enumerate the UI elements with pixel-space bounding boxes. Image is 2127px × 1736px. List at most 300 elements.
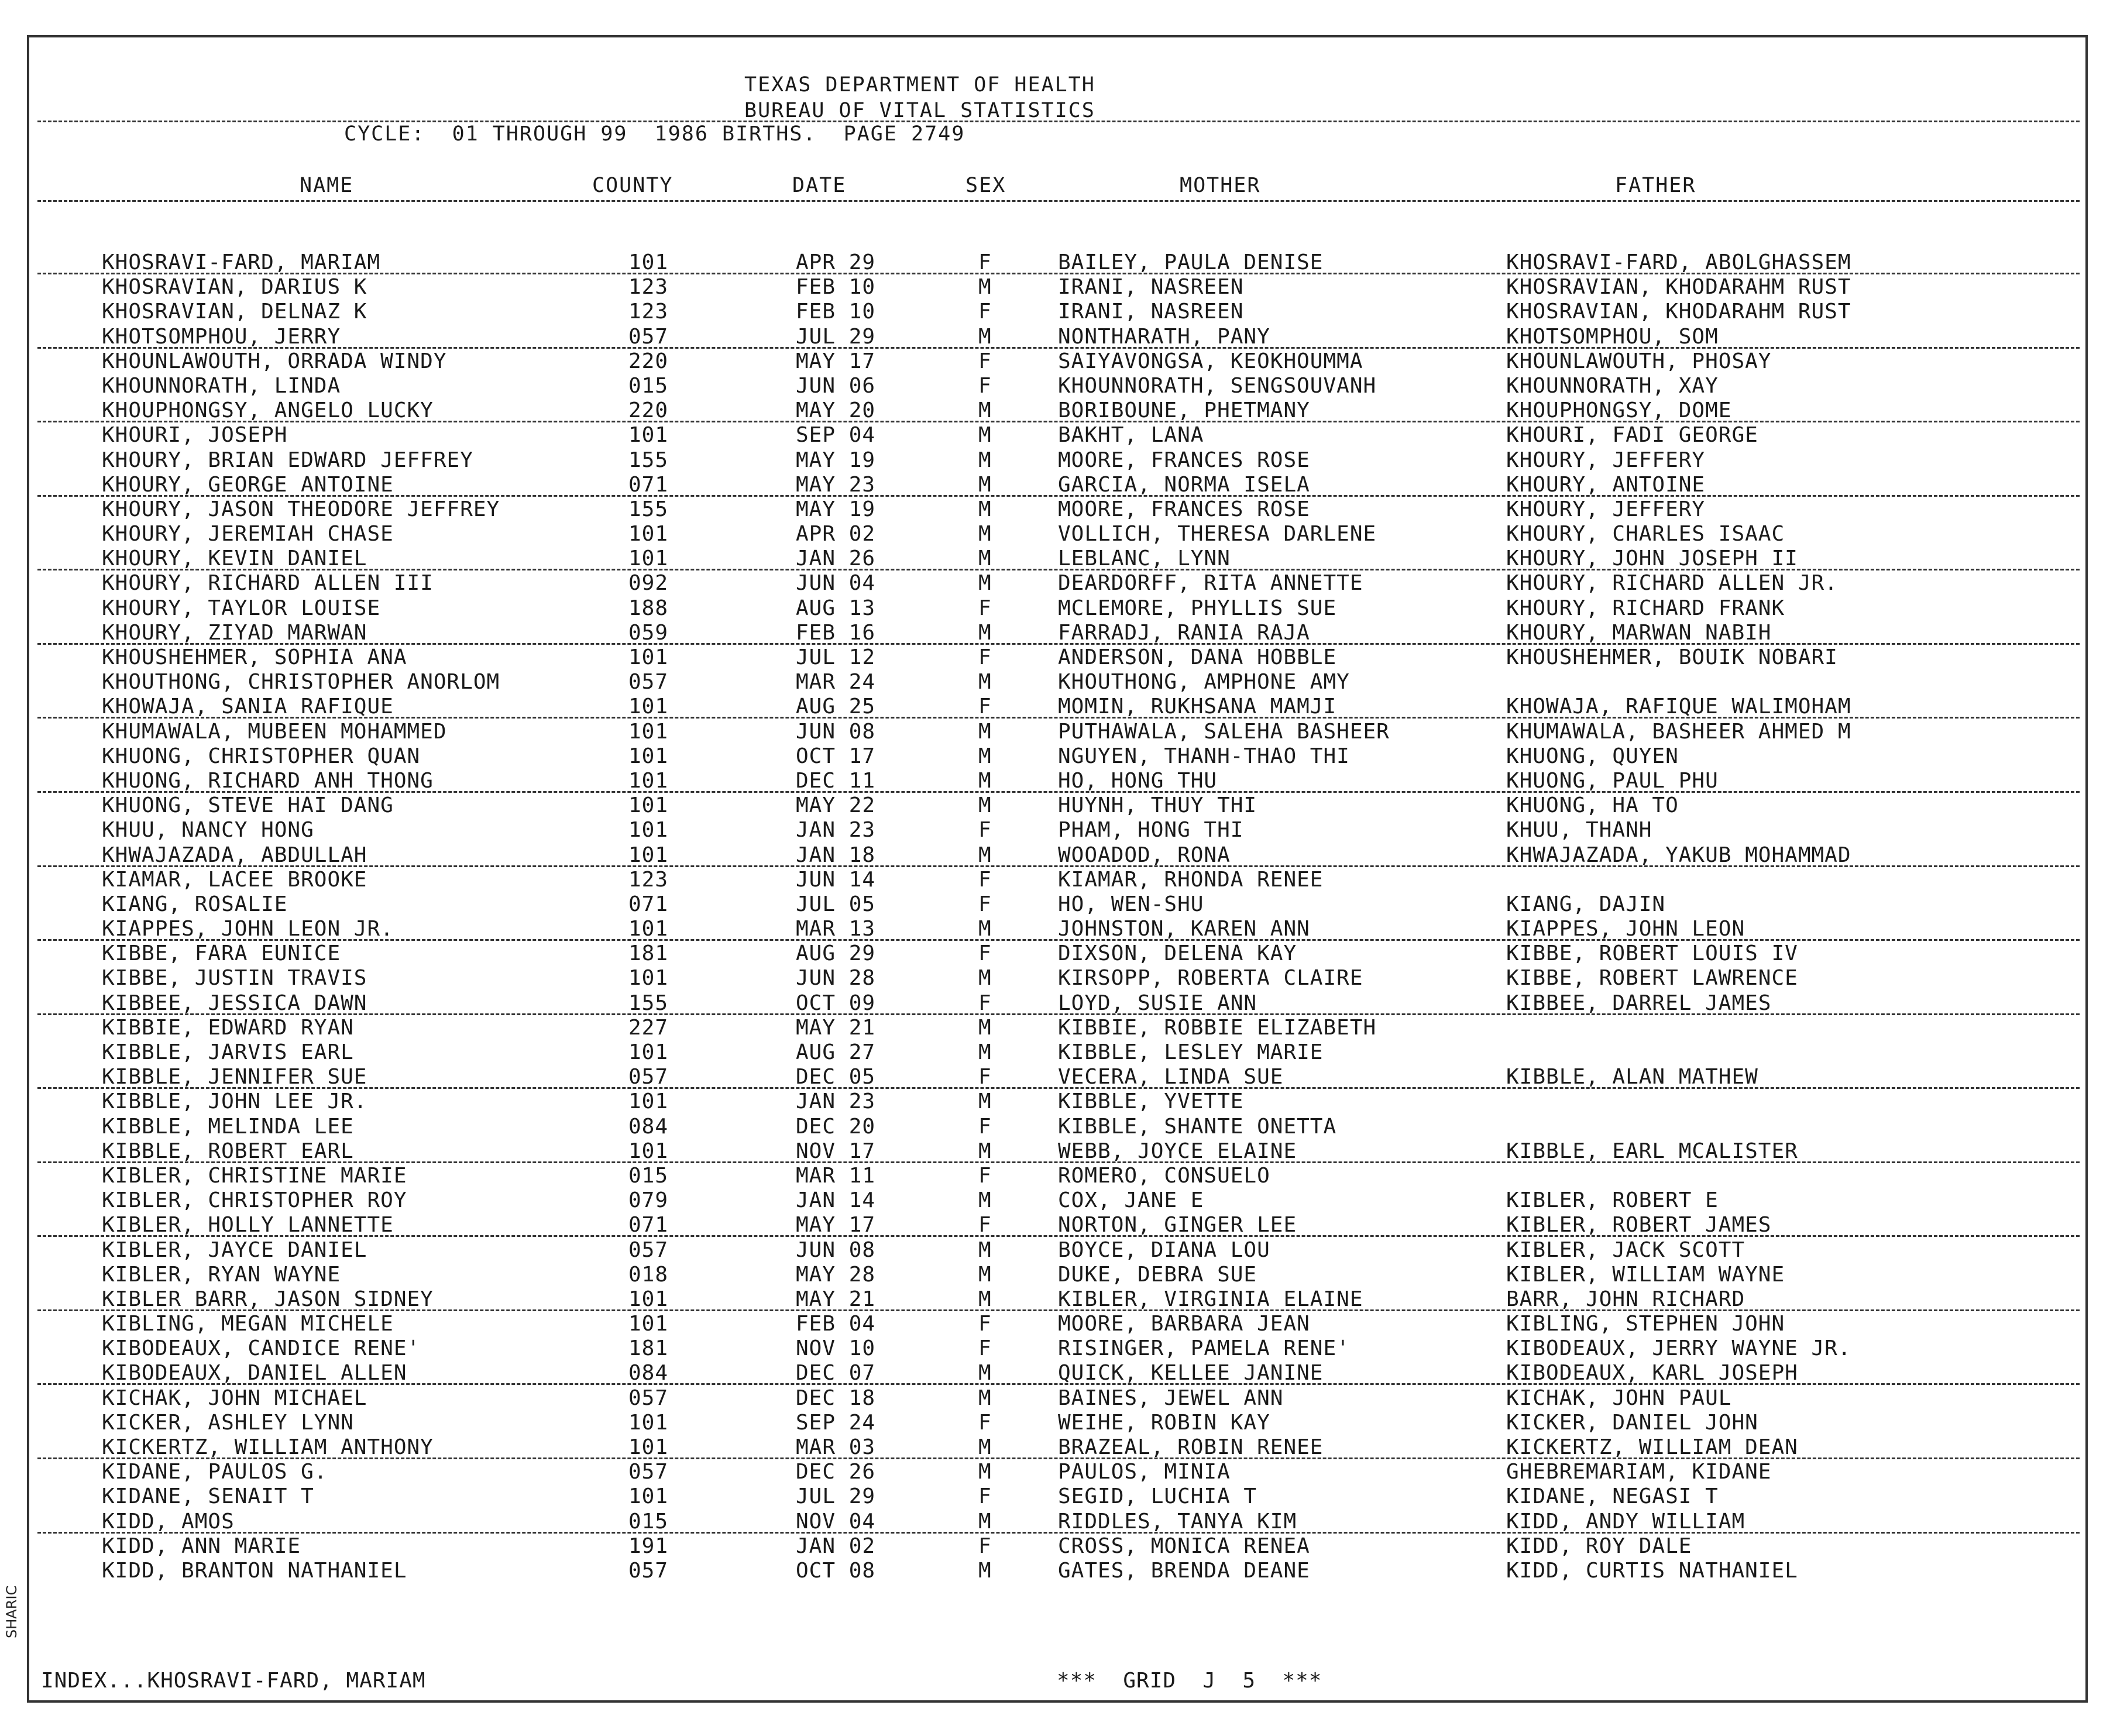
record-name: KIBODEAUX, DANIEL ALLEN bbox=[102, 1361, 407, 1386]
record-row bbox=[0, 917, 2127, 941]
record-date: MAY 23 bbox=[796, 472, 876, 497]
footer-grid: *** GRID J 5 *** bbox=[1057, 1669, 1322, 1693]
record-mother: LOYD, SUSIE ANN bbox=[1058, 991, 1257, 1015]
record-sex: F bbox=[978, 1213, 992, 1237]
record-row bbox=[0, 596, 2127, 621]
column-header-father: FATHER bbox=[1615, 174, 1696, 197]
record-mother: HUYNH, THUY THI bbox=[1058, 793, 1257, 818]
record-sex: M bbox=[978, 1040, 992, 1064]
record-county: 101 bbox=[628, 818, 669, 843]
record-date: JUN 28 bbox=[796, 966, 876, 991]
record-mother: CROSS, MONICA RENEA bbox=[1058, 1534, 1310, 1558]
record-date: MAY 20 bbox=[796, 398, 876, 423]
record-mother: LEBLANC, LYNN bbox=[1058, 546, 1231, 571]
record-mother: BRAZEAL, ROBIN RENEE bbox=[1058, 1435, 1324, 1459]
records-list bbox=[0, 250, 2127, 1583]
record-mother: KIRSOPP, ROBERTA CLAIRE bbox=[1058, 966, 1363, 991]
record-mother: HO, WEN-SHU bbox=[1058, 892, 1204, 916]
record-mother: MOORE, FRANCES ROSE bbox=[1058, 497, 1310, 521]
record-county: 101 bbox=[628, 917, 669, 941]
record-mother: DEARDORFF, RITA ANNETTE bbox=[1058, 571, 1363, 596]
record-county: 101 bbox=[628, 250, 669, 274]
record-sex: M bbox=[978, 472, 992, 497]
record-mother: WEIHE, ROBIN KAY bbox=[1058, 1410, 1270, 1435]
record-county: 155 bbox=[628, 991, 669, 1015]
record-date: MAR 13 bbox=[796, 917, 876, 941]
record-county: 084 bbox=[628, 1114, 669, 1139]
record-father: GHEBREMARIAM, KIDANE bbox=[1506, 1460, 1772, 1484]
record-mother: DIXSON, DELENA KAY bbox=[1058, 941, 1297, 966]
record-date: JAN 23 bbox=[796, 818, 876, 843]
record-father: KHOURY, CHARLES ISAAC bbox=[1506, 522, 1785, 546]
record-date: MAY 21 bbox=[796, 1015, 876, 1040]
record-mother: RIDDLES, TANYA KIM bbox=[1058, 1509, 1297, 1534]
record-father: KICKERTZ, WILLIAM DEAN bbox=[1506, 1435, 1798, 1459]
record-sex: M bbox=[978, 1015, 992, 1040]
record-county: 092 bbox=[628, 571, 669, 596]
column-header-sex: SEX bbox=[965, 174, 1006, 197]
record-name: KIBBLE, JENNIFER SUE bbox=[102, 1065, 367, 1089]
row-divider bbox=[37, 1235, 2080, 1237]
record-row bbox=[0, 1484, 2127, 1509]
record-sex: F bbox=[978, 349, 992, 373]
record-county: 057 bbox=[628, 670, 669, 695]
record-name: KIBBEE, JESSICA DAWN bbox=[102, 991, 367, 1015]
row-divider bbox=[37, 1457, 2080, 1459]
record-county: 057 bbox=[628, 1237, 669, 1262]
record-mother: KIBBLE, YVETTE bbox=[1058, 1089, 1244, 1114]
record-name: KIBLER, HOLLY LANNETTE bbox=[102, 1213, 394, 1237]
record-name: KIBLER, JAYCE DANIEL bbox=[102, 1237, 367, 1262]
record-name: KIANG, ROSALIE bbox=[102, 892, 288, 916]
header-divider-bottom bbox=[37, 200, 2080, 202]
record-county: 101 bbox=[628, 695, 669, 719]
record-name: KHOURI, JOSEPH bbox=[102, 423, 288, 448]
record-father: KHOSRAVI-FARD, ABOLGHASSEM bbox=[1506, 250, 1851, 274]
record-father: KIAPPES, JOHN LEON bbox=[1506, 917, 1745, 941]
record-name: KIDANE, SENAIT T bbox=[102, 1484, 314, 1509]
record-county: 220 bbox=[628, 349, 669, 373]
record-county: 057 bbox=[628, 324, 669, 349]
header-department: TEXAS DEPARTMENT OF HEALTH bbox=[744, 73, 1095, 97]
row-divider bbox=[37, 347, 2080, 349]
record-mother: MOORE, FRANCES ROSE bbox=[1058, 448, 1310, 472]
record-date: MAR 11 bbox=[796, 1163, 876, 1188]
record-father: KHOURY, RICHARD ALLEN JR. bbox=[1506, 571, 1838, 596]
record-date: MAY 22 bbox=[796, 793, 876, 818]
record-date: DEC 18 bbox=[796, 1386, 876, 1410]
record-date: JUN 14 bbox=[796, 867, 876, 892]
row-divider bbox=[37, 865, 2080, 867]
record-row bbox=[0, 1386, 2127, 1411]
record-row bbox=[0, 1213, 2127, 1237]
record-date: NOV 17 bbox=[796, 1139, 876, 1163]
record-county: 155 bbox=[628, 497, 669, 521]
record-row bbox=[0, 1263, 2127, 1287]
record-date: JUN 04 bbox=[796, 571, 876, 596]
record-county: 220 bbox=[628, 398, 669, 423]
record-date: JUL 29 bbox=[796, 1484, 876, 1509]
record-father: KHOURY, JEFFERY bbox=[1506, 448, 1706, 472]
record-sex: F bbox=[978, 645, 992, 669]
record-father: KHWAJAZADA, YAKUB MOHAMMAD bbox=[1506, 843, 1851, 867]
record-sex: F bbox=[978, 991, 992, 1015]
record-name: KIBBE, JUSTIN TRAVIS bbox=[102, 966, 367, 991]
record-row bbox=[0, 1336, 2127, 1361]
record-father: KIBODEAUX, JERRY WAYNE JR. bbox=[1506, 1336, 1851, 1361]
record-sex: M bbox=[978, 1262, 992, 1287]
record-county: 227 bbox=[628, 1015, 669, 1040]
record-father: BARR, JOHN RICHARD bbox=[1506, 1287, 1745, 1311]
record-county: 101 bbox=[628, 966, 669, 991]
record-name: KHOURY, TAYLOR LOUISE bbox=[102, 596, 381, 620]
record-mother: IRANI, NASREEN bbox=[1058, 275, 1244, 300]
record-mother: FARRADJ, RANIA RAJA bbox=[1058, 620, 1310, 645]
record-father: KHOURY, JEFFERY bbox=[1506, 497, 1706, 521]
record-sex: F bbox=[978, 941, 992, 966]
record-name: KIBLING, MEGAN MICHELE bbox=[102, 1312, 394, 1336]
record-mother: GARCIA, NORMA ISELA bbox=[1058, 472, 1310, 497]
record-mother: BORIBOUNE, PHETMANY bbox=[1058, 398, 1310, 423]
record-father: KICKER, DANIEL JOHN bbox=[1506, 1410, 1758, 1435]
record-county: 071 bbox=[628, 1213, 669, 1237]
record-date: FEB 10 bbox=[796, 300, 876, 324]
record-name: KICHAK, JOHN MICHAEL bbox=[102, 1386, 367, 1410]
record-father: KHUMAWALA, BASHEER AHMED M bbox=[1506, 719, 1851, 744]
record-father: KIDD, ANDY WILLIAM bbox=[1506, 1509, 1745, 1534]
record-row bbox=[0, 670, 2127, 695]
record-mother: IRANI, NASREEN bbox=[1058, 300, 1244, 324]
record-county: 123 bbox=[628, 867, 669, 892]
record-date: JUL 29 bbox=[796, 324, 876, 349]
footer-index: INDEX...KHOSRAVI-FARD, MARIAM bbox=[41, 1669, 426, 1693]
record-county: 057 bbox=[628, 1460, 669, 1484]
record-father: KICHAK, JOHN PAUL bbox=[1506, 1386, 1732, 1410]
record-row bbox=[0, 1460, 2127, 1484]
record-date: APR 02 bbox=[796, 522, 876, 546]
record-county: 079 bbox=[628, 1188, 669, 1213]
record-row bbox=[0, 300, 2127, 324]
record-mother: VECERA, LINDA SUE bbox=[1058, 1065, 1284, 1089]
record-mother: ANDERSON, DANA HOBBLE bbox=[1058, 645, 1337, 669]
record-date: AUG 25 bbox=[796, 695, 876, 719]
record-mother: DUKE, DEBRA SUE bbox=[1058, 1262, 1257, 1287]
record-sex: M bbox=[978, 1435, 992, 1459]
record-sex: F bbox=[978, 1312, 992, 1336]
record-county: 015 bbox=[628, 1163, 669, 1188]
record-row bbox=[0, 793, 2127, 818]
record-sex: M bbox=[978, 1089, 992, 1114]
record-sex: M bbox=[978, 966, 992, 991]
record-mother: VOLLICH, THERESA DARLENE bbox=[1058, 522, 1377, 546]
record-name: KIDD, AMOS bbox=[102, 1509, 235, 1534]
record-father: KIBBE, ROBERT LAWRENCE bbox=[1506, 966, 1798, 991]
record-county: 084 bbox=[628, 1361, 669, 1386]
record-sex: M bbox=[978, 744, 992, 768]
record-mother: SAIYAVONGSA, KEOKHOUMMA bbox=[1058, 349, 1363, 373]
record-row bbox=[0, 1040, 2127, 1065]
record-date: MAR 03 bbox=[796, 1435, 876, 1459]
record-mother: KHOUTHONG, AMPHONE AMY bbox=[1058, 670, 1350, 695]
record-sex: F bbox=[978, 1065, 992, 1089]
record-name: KIBLER BARR, JASON SIDNEY bbox=[102, 1287, 434, 1311]
row-divider bbox=[37, 1087, 2080, 1089]
record-sex: F bbox=[978, 1336, 992, 1361]
record-father: KIBODEAUX, KARL JOSEPH bbox=[1506, 1361, 1798, 1386]
record-row bbox=[0, 720, 2127, 744]
record-father: KHUONG, QUYEN bbox=[1506, 744, 1679, 768]
record-sex: F bbox=[978, 892, 992, 916]
record-date: DEC 05 bbox=[796, 1065, 876, 1089]
record-sex: F bbox=[978, 1114, 992, 1139]
record-county: 059 bbox=[628, 620, 669, 645]
record-sex: M bbox=[978, 719, 992, 744]
record-sex: M bbox=[978, 917, 992, 941]
row-divider bbox=[37, 421, 2080, 422]
record-county: 015 bbox=[628, 373, 669, 398]
record-father: KHOURI, FADI GEORGE bbox=[1506, 423, 1758, 448]
record-name: KIBBLE, MELINDA LEE bbox=[102, 1114, 354, 1139]
record-county: 101 bbox=[628, 719, 669, 744]
record-row bbox=[0, 744, 2127, 769]
record-date: FEB 04 bbox=[796, 1312, 876, 1336]
record-name: KHOWAJA, SANIA RAFIQUE bbox=[102, 695, 394, 719]
record-date: MAY 17 bbox=[796, 1213, 876, 1237]
row-divider bbox=[37, 1013, 2080, 1015]
record-date: MAY 21 bbox=[796, 1287, 876, 1311]
record-sex: M bbox=[978, 1509, 992, 1534]
record-father: KIBBE, ROBERT LOUIS IV bbox=[1506, 941, 1798, 966]
record-row bbox=[0, 818, 2127, 843]
record-name: KHOUSHEHMER, SOPHIA ANA bbox=[102, 645, 407, 669]
record-name: KHOUNLAWOUTH, ORRADA WINDY bbox=[102, 349, 447, 373]
record-row bbox=[0, 966, 2127, 991]
record-father: KIANG, DAJIN bbox=[1506, 892, 1666, 916]
record-sex: M bbox=[978, 670, 992, 695]
record-row bbox=[0, 1089, 2127, 1114]
record-father: KHOUNNORATH, XAY bbox=[1506, 373, 1719, 398]
record-sex: F bbox=[978, 596, 992, 620]
record-mother: MOORE, BARBARA JEAN bbox=[1058, 1312, 1310, 1336]
record-county: 101 bbox=[628, 1312, 669, 1336]
record-father: KHOURY, ANTOINE bbox=[1506, 472, 1706, 497]
record-row bbox=[0, 1312, 2127, 1336]
record-name: KHOURY, ZIYAD MARWAN bbox=[102, 620, 367, 645]
record-row bbox=[0, 398, 2127, 423]
row-divider bbox=[37, 717, 2080, 719]
record-mother: WEBB, JOYCE ELAINE bbox=[1058, 1139, 1297, 1163]
record-sex: M bbox=[978, 793, 992, 818]
record-county: 015 bbox=[628, 1509, 669, 1534]
record-row bbox=[0, 473, 2127, 497]
record-date: APR 29 bbox=[796, 250, 876, 274]
record-date: AUG 13 bbox=[796, 596, 876, 620]
record-mother: MCLEMORE, PHYLLIS SUE bbox=[1058, 596, 1337, 620]
record-name: KHOURY, RICHARD ALLEN III bbox=[102, 571, 434, 596]
record-name: KHUMAWALA, MUBEEN MOHAMMED bbox=[102, 719, 447, 744]
record-name: KHOUPHONGSY, ANGELO LUCKY bbox=[102, 398, 434, 423]
row-divider bbox=[37, 1532, 2080, 1534]
record-mother: COX, JANE E bbox=[1058, 1188, 1204, 1213]
record-sex: F bbox=[978, 1534, 992, 1558]
record-date: DEC 20 bbox=[796, 1114, 876, 1139]
record-father: KHOUSHEHMER, BOUIK NOBARI bbox=[1506, 645, 1838, 669]
record-father: KIDD, CURTIS NATHANIEL bbox=[1506, 1558, 1798, 1583]
record-name: KHOSRAVIAN, DELNAZ K bbox=[102, 300, 367, 324]
record-county: 101 bbox=[628, 768, 669, 793]
record-row bbox=[0, 1164, 2127, 1188]
record-row bbox=[0, 571, 2127, 596]
record-name: KIBBE, FARA EUNICE bbox=[102, 941, 341, 966]
record-name: KIBLER, CHRISTINE MARIE bbox=[102, 1163, 407, 1188]
record-mother: ROMERO, CONSUELO bbox=[1058, 1163, 1270, 1188]
record-mother: JOHNSTON, KAREN ANN bbox=[1058, 917, 1310, 941]
record-row bbox=[0, 497, 2127, 522]
record-father: KIBLING, STEPHEN JOHN bbox=[1506, 1312, 1785, 1336]
record-county: 101 bbox=[628, 1410, 669, 1435]
record-mother: MOMIN, RUKHSANA MAMJI bbox=[1058, 695, 1337, 719]
record-sex: M bbox=[978, 275, 992, 300]
record-county: 101 bbox=[628, 1484, 669, 1509]
record-row bbox=[0, 1188, 2127, 1213]
record-date: MAY 17 bbox=[796, 349, 876, 373]
row-divider bbox=[37, 273, 2080, 274]
record-county: 101 bbox=[628, 1089, 669, 1114]
record-sex: M bbox=[978, 1361, 992, 1386]
record-mother: BAKHT, LANA bbox=[1058, 423, 1204, 448]
record-mother: BAILEY, PAULA DENISE bbox=[1058, 250, 1324, 274]
record-name: KHOSRAVIAN, DARIUS K bbox=[102, 275, 367, 300]
record-date: OCT 08 bbox=[796, 1558, 876, 1583]
record-county: 101 bbox=[628, 546, 669, 571]
row-divider bbox=[37, 1383, 2080, 1385]
record-date: AUG 29 bbox=[796, 941, 876, 966]
record-sex: M bbox=[978, 571, 992, 596]
record-sex: M bbox=[978, 448, 992, 472]
record-name: KHUU, NANCY HONG bbox=[102, 818, 314, 843]
record-name: KIBLER, CHRISTOPHER ROY bbox=[102, 1188, 407, 1213]
record-county: 101 bbox=[628, 744, 669, 768]
record-name: KIAPPES, JOHN LEON JR. bbox=[102, 917, 394, 941]
record-county: 071 bbox=[628, 892, 669, 916]
record-name: KHOSRAVI-FARD, MARIAM bbox=[102, 250, 381, 274]
record-county: 155 bbox=[628, 448, 669, 472]
record-father: KIBBEE, DARREL JAMES bbox=[1506, 991, 1772, 1015]
record-father: KIBBLE, EARL MCALISTER bbox=[1506, 1139, 1798, 1163]
record-name: KHOURY, JEREMIAH CHASE bbox=[102, 522, 394, 546]
record-county: 101 bbox=[628, 1139, 669, 1163]
record-row bbox=[0, 275, 2127, 300]
record-date: MAR 24 bbox=[796, 670, 876, 695]
record-row bbox=[0, 1115, 2127, 1139]
record-father: KHOURY, RICHARD FRANK bbox=[1506, 596, 1785, 620]
record-mother: SEGID, LUCHIA T bbox=[1058, 1484, 1257, 1509]
record-mother: NGUYEN, THANH-THAO THI bbox=[1058, 744, 1350, 768]
record-row bbox=[0, 1559, 2127, 1583]
record-date: NOV 04 bbox=[796, 1509, 876, 1534]
record-sex: M bbox=[978, 497, 992, 521]
record-father: KHOUPHONGSY, DOME bbox=[1506, 398, 1732, 423]
record-sex: M bbox=[978, 843, 992, 867]
record-county: 101 bbox=[628, 645, 669, 669]
column-header-date: DATE bbox=[792, 174, 847, 197]
row-divider bbox=[37, 643, 2080, 645]
record-mother: WOOADOD, RONA bbox=[1058, 843, 1231, 867]
record-name: KIAMAR, LACEE BROOKE bbox=[102, 867, 367, 892]
record-name: KICKERTZ, WILLIAM ANTHONY bbox=[102, 1435, 434, 1459]
record-date: DEC 26 bbox=[796, 1460, 876, 1484]
record-father: KHOURY, JOHN JOSEPH II bbox=[1506, 546, 1798, 571]
record-county: 101 bbox=[628, 1040, 669, 1064]
record-date: MAY 19 bbox=[796, 448, 876, 472]
record-father: KHOUNLAWOUTH, PHOSAY bbox=[1506, 349, 1772, 373]
record-father: KHOTSOMPHOU, SOM bbox=[1506, 324, 1719, 349]
record-mother: KIAMAR, RHONDA RENEE bbox=[1058, 867, 1324, 892]
header-cycle: CYCLE: 01 THROUGH 99 1986 BIRTHS. PAGE 2749 bbox=[344, 122, 965, 146]
record-mother: BOYCE, DIANA LOU bbox=[1058, 1237, 1270, 1262]
record-mother: QUICK, KELLEE JANINE bbox=[1058, 1361, 1324, 1386]
record-row bbox=[0, 1411, 2127, 1435]
record-father: KHOURY, MARWAN NABIH bbox=[1506, 620, 1772, 645]
record-row bbox=[0, 868, 2127, 892]
record-row bbox=[0, 546, 2127, 571]
record-date: JAN 02 bbox=[796, 1534, 876, 1558]
record-date: FEB 10 bbox=[796, 275, 876, 300]
record-father: KIBBLE, ALAN MATHEW bbox=[1506, 1065, 1758, 1089]
record-county: 057 bbox=[628, 1386, 669, 1410]
row-divider bbox=[37, 939, 2080, 941]
record-row bbox=[0, 645, 2127, 670]
record-sex: M bbox=[978, 1139, 992, 1163]
record-name: KHWAJAZADA, ABDULLAH bbox=[102, 843, 367, 867]
record-father: KHOWAJA, RAFIQUE WALIMOHAM bbox=[1506, 695, 1851, 719]
record-date: JUL 05 bbox=[796, 892, 876, 916]
record-sex: M bbox=[978, 768, 992, 793]
column-header-name: NAME bbox=[300, 174, 354, 197]
record-sex: F bbox=[978, 300, 992, 324]
record-row bbox=[0, 250, 2127, 275]
record-row bbox=[0, 769, 2127, 793]
record-row bbox=[0, 1435, 2127, 1460]
record-row bbox=[0, 1510, 2127, 1534]
record-county: 057 bbox=[628, 1065, 669, 1089]
record-name: KHOUTHONG, CHRISTOPHER ANORLOM bbox=[102, 670, 500, 695]
record-row bbox=[0, 1238, 2127, 1263]
record-name: KIBBLE, ROBERT EARL bbox=[102, 1139, 354, 1163]
record-sex: M bbox=[978, 1287, 992, 1311]
record-father: KIDANE, NEGASI T bbox=[1506, 1484, 1719, 1509]
record-date: AUG 27 bbox=[796, 1040, 876, 1064]
record-row bbox=[0, 941, 2127, 966]
record-name: KICKER, ASHLEY LYNN bbox=[102, 1410, 354, 1435]
record-name: KHUONG, STEVE HAI DANG bbox=[102, 793, 394, 818]
record-mother: PHAM, HONG THI bbox=[1058, 818, 1244, 843]
record-name: KIBODEAUX, CANDICE RENE' bbox=[102, 1336, 421, 1361]
record-row bbox=[0, 1016, 2127, 1040]
record-county: 057 bbox=[628, 1558, 669, 1583]
record-date: OCT 17 bbox=[796, 744, 876, 768]
record-name: KHOURY, JASON THEODORE JEFFREY bbox=[102, 497, 500, 521]
record-row bbox=[0, 621, 2127, 645]
record-sex: M bbox=[978, 546, 992, 571]
record-sex: F bbox=[978, 867, 992, 892]
record-name: KHUONG, CHRISTOPHER QUAN bbox=[102, 744, 421, 768]
record-name: KHOTSOMPHOU, JERRY bbox=[102, 324, 341, 349]
column-header-mother: MOTHER bbox=[1180, 174, 1261, 197]
record-mother: BAINES, JEWEL ANN bbox=[1058, 1386, 1284, 1410]
record-mother: KHOUNNORATH, SENGSOUVANH bbox=[1058, 373, 1377, 398]
record-row bbox=[0, 522, 2127, 546]
